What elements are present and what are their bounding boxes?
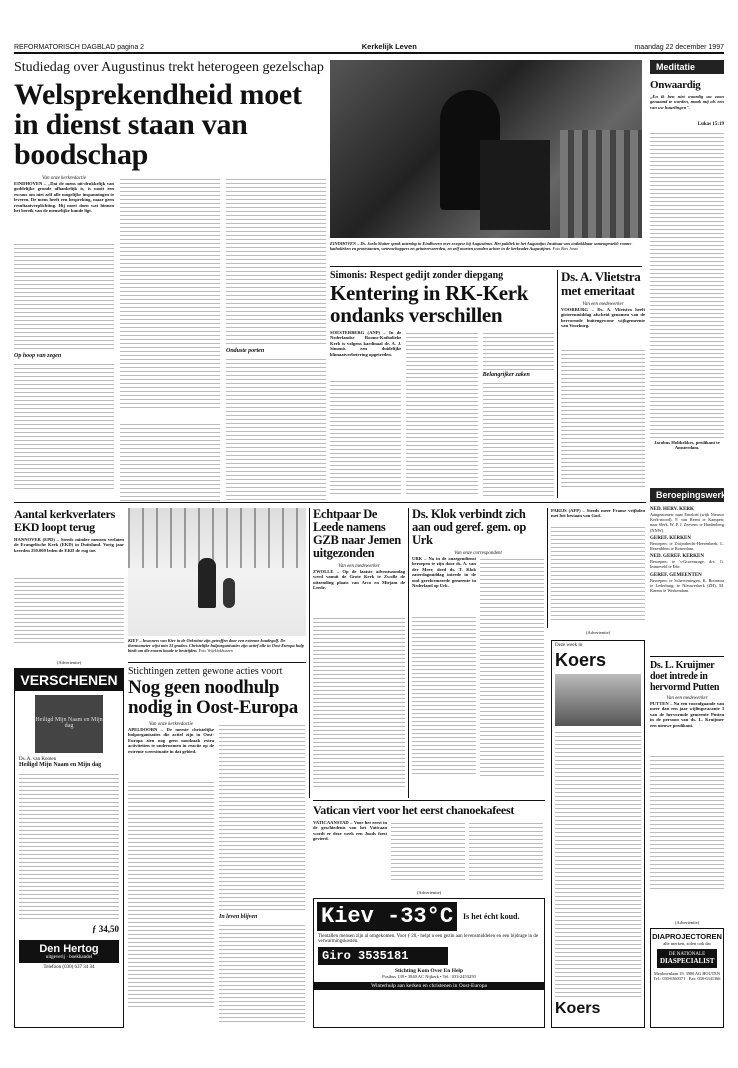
article-subhead: Op hoop van zegen	[14, 353, 62, 359]
article-body-col3b	[226, 356, 326, 501]
beroep-section-2	[650, 554, 724, 569]
kruijmer-headline: Ds. L. Kruijmer doet intrede in hervormd Putten	[650, 660, 720, 693]
lead-article	[14, 60, 326, 500]
ad-label-4: (Advertentie)	[674, 920, 700, 925]
kerkverlaters-headline: Aantal kerkverlaters EKD loopt terug	[14, 507, 115, 534]
vatican-col2	[391, 820, 465, 882]
echtpaar-article	[313, 508, 405, 798]
article-body-col1b	[14, 361, 114, 491]
klok-lead: URK – Na in de ouzegendienst beroepen te zijn door ds. A. van der Meer, deed ds. T. Klok zaterdagmiddag intrede in de oud gereformeerde gemeente in Nederland op Urk.	[412, 556, 476, 589]
noodhulp-article	[128, 666, 306, 1028]
person-figure	[198, 558, 216, 608]
article-body-col2	[120, 176, 220, 411]
masthead-left: REFORMATORISCH DAGBLAD pagina 2	[14, 44, 145, 51]
kentering-article	[330, 270, 554, 498]
kiev-footer: Winterhulp aan kerken en christenen in Oost-Europa	[314, 982, 544, 990]
divider-h1	[330, 266, 642, 267]
beroep-section-1	[650, 536, 724, 551]
verschenen-title: VERSCHENEN	[15, 669, 123, 691]
vatican-headline: Vatican viert voor het eerst chanoekafeest	[313, 803, 515, 817]
beroep-section-title: GEREF. GEMEENTEN	[650, 572, 702, 578]
klok-headline: Ds. Klok verbindt zich aan oud geref. gem. op Urk	[412, 507, 526, 547]
beroep-section-text: Beroepen: te 's-Gravenzage, drs. G. Immeveld te Ede.	[650, 559, 724, 570]
audience	[560, 130, 642, 238]
klok-article	[412, 508, 544, 798]
child-figure	[223, 578, 235, 608]
beroepingswerk-column	[650, 504, 724, 654]
meditatie-title: Onwaardig	[650, 79, 701, 91]
vlietstra-byline: Van een medewerker	[582, 302, 624, 307]
verschenen-author: Ds. A. van Kooten	[19, 757, 57, 762]
vlietstra-body	[561, 347, 645, 487]
parijs-article	[551, 508, 645, 628]
verschenen-book: Heiligd Mijn Naam en Mijn dag	[19, 762, 102, 768]
beroep-section-text: Beroepen: te Scherveningen, K. Boonstra te Lederburg; te Nieuwerkerk (ZH), M. Karens te Werkendam.	[650, 577, 724, 594]
koers-body	[555, 729, 641, 997]
parijs-lead: PARIJS (AFP) – Steeds meer Franse vrijhden met het bestaan van God.	[551, 508, 645, 519]
masthead-date: maandag 22 december 1997	[634, 44, 724, 51]
publisher-sub: uitgeverij · boekhandel	[45, 955, 93, 960]
kentering-subhead: Belangrijker zaken	[482, 372, 530, 378]
meditatie-signature: Jacobus Holtkekkes, predikant te Amsterdam.	[654, 440, 720, 450]
beroepingswerk-tab: Beroepingswerk	[650, 488, 724, 502]
noodhulp-col2a	[219, 722, 305, 912]
beroep-section-text: Aangenomen: naar Emeloët (wijk Nieuwe Kerk-noord), F. van Reeni te Kampen; naar Slerk, W. P. J. Zeevenc te Hardenberg (NNW).	[650, 512, 724, 533]
ad-label-1: (Advertentie)	[56, 660, 82, 665]
kentering-col1	[330, 378, 401, 494]
article-headline: Welsprekendheid moet in dienst staan van boodschap	[14, 78, 302, 171]
vlietstra-lead: VOORBURG – Ds. A. Vlietstra heeft gisterenmiddag afscheid genomen van de hervormde buitengewone wijkgemeente van Voorburg.	[561, 307, 645, 329]
kiev-address: Postbus 139 • 3840 AC Nijkerk • Tel.: 033-2453250	[382, 974, 476, 979]
meditatie-quote: „En ik ben niet waardig uw zoon genaamd te worden, maak mij als een van uw huurlingen".	[650, 94, 724, 110]
kiev-temp: Kiev -33°C	[317, 902, 457, 931]
beroep-section-3	[650, 573, 724, 594]
kruijmer-article	[650, 660, 724, 918]
dia-title: DIAPROJECTOREN	[652, 932, 722, 941]
lectern	[480, 140, 550, 230]
vatican-col3	[469, 820, 543, 882]
kiev-ad[interactable]	[313, 898, 545, 1028]
ad-label-3: (Advertentie)	[416, 890, 442, 895]
vatican-lead: VATICAANSTAD – Voor het eerst in de geschiedenis van het Vaticaan wordt er deze week een Joods feest gevierd.	[313, 820, 387, 842]
koers-title: Koers	[555, 650, 607, 670]
dia-brand: DE NATIONALE DIASPECIALIST	[657, 949, 717, 968]
diaprojector-ad[interactable]	[650, 928, 724, 1028]
kerkverlaters-article	[14, 508, 124, 658]
echtpaar-body	[313, 615, 405, 790]
koers-ad[interactable]	[551, 640, 645, 1028]
noodhulp-col2b	[219, 922, 305, 1022]
kiev-slogan: Is het écht koud.	[463, 912, 520, 921]
verschenen-body	[19, 771, 119, 921]
article-body-col1	[14, 241, 114, 351]
kruijmer-lead: PUTTEN – Na een voorafgaande van meer dan een jaar wijlingsvacante 3 van de hervormde gemeente Putten in de persoon van ds. L. Kruijmer een nieuwe predikant.	[650, 701, 724, 728]
dia-address: Meidoornlaan 19, 3980 AG HOUTEN	[654, 971, 720, 976]
article-lead: EINDHOVEN – „Dat de mens uit-drukkelijk van goddelijke gronde afhankelijk is, is nooit een excuus om niet zelf alle mogelijke inspanningen te leveren. De mens heeft een bespreking, maar geen resultaatverplichting. Hij moet doen wat binnen het bereik van de menselijke kunde ligt.	[14, 181, 114, 214]
noodhulp-col1	[128, 779, 214, 1009]
beroep-section-title: NED. GEREF. KERKEN	[650, 554, 704, 560]
parijs-body	[551, 524, 645, 622]
publisher-phone: Telefoon (030) 637 34 34	[43, 965, 95, 970]
koers-photo	[555, 674, 641, 726]
echtpaar-byline: Van een medewerker	[338, 564, 380, 569]
dia-sub: alle merken, zolen ook dat	[663, 941, 711, 946]
divider-vatican	[313, 800, 545, 801]
klok-byline: Van onze correspondent	[454, 551, 502, 556]
echtpaar-lead: ZWOLLE – Op de laatste adventszondag werd vanuit de Grote Kerk te Zwolle de uitzending plaats van Arco en Mirjam de Leede.	[313, 569, 405, 591]
kruijmer-body	[650, 753, 724, 891]
beroep-section-text: Beroepen: te Zwijndrecht-Heerenbeek, L. Rezenblom te Rotterdam.	[650, 540, 724, 552]
noodhulp-lead: APELDOORN – De meeste christelijke hulporganisaties die actief zijn in Oost-Europa zien nog geen noodzaak extra activiteiten te ondernemen in reactie op de extreme weersituatie in dat gebied.	[128, 727, 214, 754]
kentering-col3a	[483, 330, 554, 370]
klok-col1	[412, 614, 476, 774]
book-cover: Heiligd Mijn Naam en Mijn dag	[35, 695, 103, 753]
noodhulp-kicker: Stichtingen zetten gewone acties voort	[128, 666, 283, 677]
kentering-col2	[406, 330, 477, 496]
meditatie-column	[650, 76, 724, 484]
noodhulp-headline: Nog geen noodhulp nodig in Oost-Europa	[128, 677, 298, 718]
divider-v3	[408, 508, 409, 798]
meditatie-tab: Meditatie	[650, 60, 724, 74]
vatican-article	[313, 804, 545, 886]
verschenen-ad[interactable]	[14, 668, 124, 1028]
divider-noodhulp	[128, 662, 306, 663]
meditatie-ref: Lukas 15:19	[697, 122, 724, 127]
noodhulp-subhead: In leven blijven	[219, 914, 258, 920]
meditatie-body	[650, 130, 724, 440]
kentering-col3b	[483, 380, 554, 496]
kruijmer-byline: Van een medewerker	[666, 696, 708, 701]
article-body-col3	[226, 176, 326, 346]
klok-col2	[480, 556, 544, 776]
divider-v2	[309, 508, 310, 798]
koers-top: Deze week in	[555, 643, 583, 648]
koers-bottom: Koers	[555, 1000, 601, 1017]
kerkverlaters-lead: HANNOVER (EPD) – Steeds minder mensen verlaten de Evangelische Kerk (EKD) in Duitsland. Vorig jaar keerden 250.000 leden de EKD de rug toe.	[14, 537, 124, 553]
divider-v4	[547, 508, 548, 628]
kiev-org: Stichting Kom Over En Help	[394, 968, 464, 974]
masthead	[14, 40, 724, 54]
ad-label-2: (Advertentie)	[585, 630, 611, 635]
kentering-kicker: Simonis: Respect gedijt zonder diepgang	[330, 270, 504, 281]
photo-kiev-caption: KIEV – Inwoners van Kiev in de Oekraïne zijn getroffen door een extreme koudegolf. De thermometer wijst min 33 graden. Christelijke hulporganisaties zijn actief alle in Oost-Europa hulp biedt om die enorm koude te bestrijden. Foto Vrijeklokboezen	[128, 638, 304, 653]
noodhulp-byline: Van onze kerkredactie	[149, 722, 193, 727]
beroep-section-0	[650, 507, 724, 533]
kiev-text: Tientallen mensen zijn al omgekomen. Voor ƒ 20,- helpt u een gezin aan levensmiddelen en een bijdrage in de verwarmingskosten.	[318, 934, 539, 944]
dia-phone: Tel.: 030-6360371 · Fax: 030-6341366	[653, 976, 721, 981]
beroep-section-title: GEREF. KERKEN	[650, 535, 691, 541]
echtpaar-headline: Echtpaar De Leede namens GZB naar Jemen uitgezonden	[313, 507, 401, 560]
vlietstra-article	[561, 270, 645, 498]
photo-speaker-caption: EINDHOVEN – Ds. Joela Sluiter sprak zaterdag in Eindhoven over exegese bij Augustinus. Het publiek in het Augustijns Instituut was ontlokkbaar samengesteld: rooms-katholieken en protestanten, wetenschappers en geïnteresseerden, en zelf moeten wonden achter in de kerkrader Augustijnes. Foto Bert Janse	[330, 241, 633, 251]
article-kicker: Studiedag over Augustinus trekt heterogeen gezelschap	[14, 60, 324, 75]
photo-speaker	[330, 60, 642, 238]
kerkverlaters-body	[14, 575, 124, 645]
divider-v1	[557, 270, 558, 498]
vlietstra-headline: Ds. A. Vlietstra met emeritaat	[561, 269, 641, 298]
beroep-section-title: NED. HERV. KERK	[650, 507, 694, 512]
divider-h-mid	[14, 502, 646, 503]
masthead-section: Kerkelijk Leven	[361, 42, 417, 51]
publisher-name: Den Hertog	[39, 943, 99, 955]
article-body-col2b	[120, 421, 220, 501]
publisher-logo	[19, 940, 119, 963]
verschenen-price: ƒ 34,50	[92, 924, 119, 934]
article-subhead-2	[120, 413, 220, 419]
article-subhead-3: Onduste porten	[226, 348, 265, 354]
kentering-lead: SOESTERBERG (ANP) – In de Nederlandse Rooms-Katholieke Kerk is volgens kardinaal dr. A. J. Simonis een duidelijke klimaatverbetering opgetreden.	[330, 330, 402, 357]
photo-kiev	[128, 508, 306, 636]
divider-h-right	[650, 656, 724, 657]
kiev-giro: Giro 3535181	[318, 947, 448, 965]
kentering-headline: Kentering in RK-Kerk ondanks verschillen	[330, 281, 529, 327]
article-byline: Van onze kerkredactie	[42, 176, 86, 181]
tree-silhouettes	[128, 508, 306, 568]
